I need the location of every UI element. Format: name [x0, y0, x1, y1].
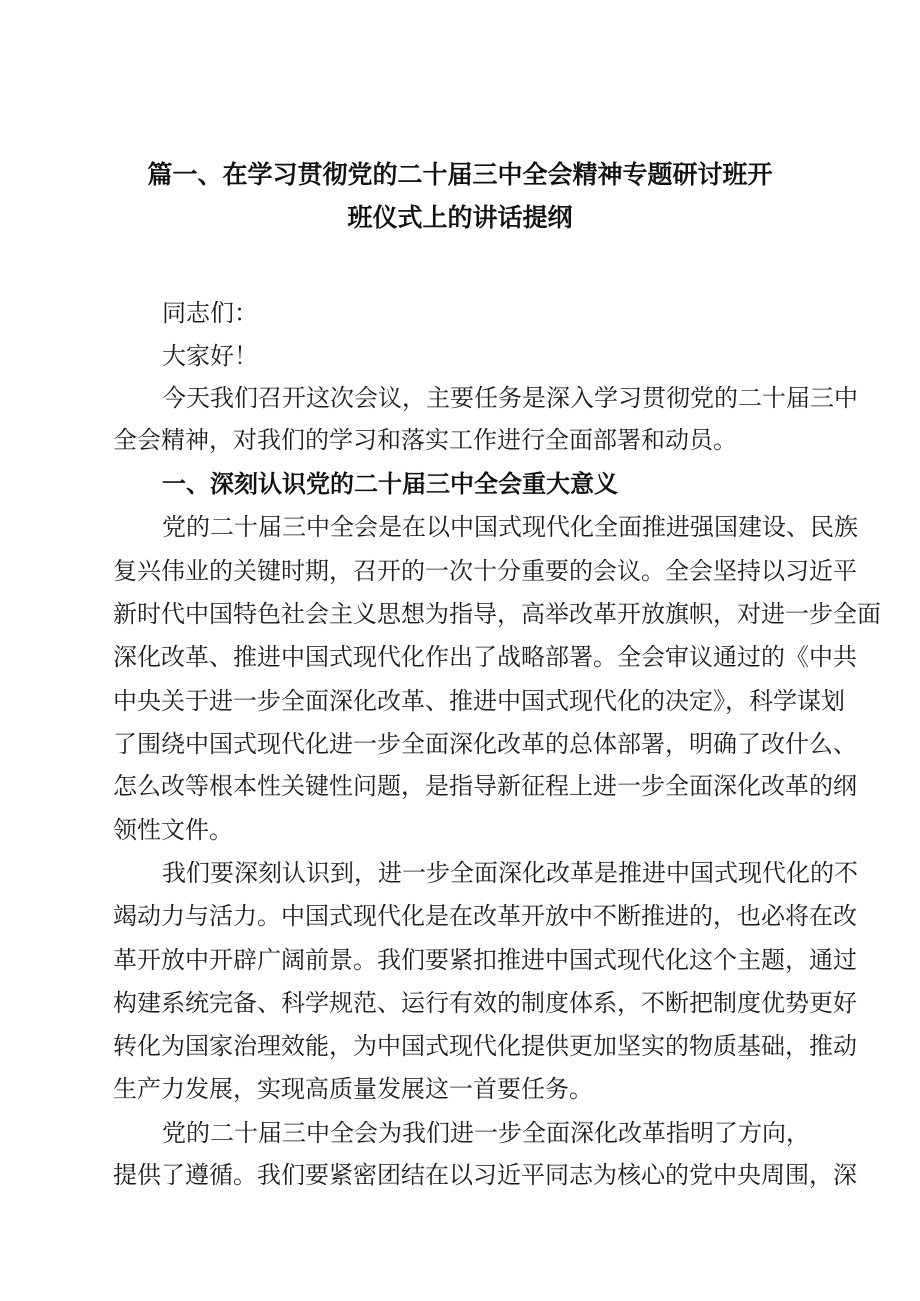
- section-1-heading: 一、深刻认识党的二十届三中全会重大意义: [162, 470, 618, 498]
- paragraph-1-line-8: 领性文件。: [113, 816, 233, 844]
- paragraph-3-line-1: 党的二十届三中全会为我们进一步全面深化改革指明了方向，: [162, 1119, 810, 1147]
- paragraph-2-line-3: 革开放中开辟广阔前景。我们要紧扣推进中国式现代化这个主题，通过: [113, 946, 857, 974]
- paragraph-2-line-4: 构建系统完备、科学规范、运行有效的制度体系，不断把制度优势更好: [113, 989, 857, 1017]
- paragraph-2-line-6: 生产力发展，实现高质量发展这一首要任务。: [113, 1075, 593, 1103]
- paragraph-3-line-2: 提供了遵循。我们要紧密团结在以习近平同志为核心的党中央周围，深: [113, 1161, 857, 1189]
- paragraph-1-line-3: 新时代中国特色社会主义思想为指导，高举改革开放旗帜，对进一步全面: [113, 600, 881, 628]
- paragraph-1-line-4: 深化改革、推进中国式现代化作出了战略部署。全会审议通过的《中共: [113, 643, 857, 671]
- paragraph-1-line-7: 怎么改等根本性关键性问题，是指导新征程上进一步全面深化改革的纲: [113, 772, 857, 800]
- paragraph-1-line-2: 复兴伟业的关键时期，召开的一次十分重要的会议。全会坚持以习近平: [113, 557, 857, 585]
- intro-line-1: 今天我们召开这次会议，主要任务是深入学习贯彻党的二十届三中: [162, 384, 858, 412]
- salutation: 同志们：: [162, 299, 258, 327]
- paragraph-1-line-5: 中央关于进一步全面深化改革、推进中国式现代化的决定》，科学谋划: [113, 687, 845, 715]
- paragraph-2-line-1: 我们要深刻认识到，进一步全面深化改革是推进中国式现代化的不: [162, 859, 858, 887]
- paragraph-1-line-1: 党的二十届三中全会是在以中国式现代化全面推进强国建设、民族: [162, 513, 858, 541]
- document-title-line-1: 篇一、在学习贯彻党的二十届三中全会精神专题研讨班开: [147, 160, 773, 189]
- intro-line-2: 全会精神，对我们的学习和落实工作进行全面部署和动员。: [113, 426, 737, 454]
- greeting: 大家好！: [162, 342, 258, 370]
- paragraph-1-line-6: 了围绕中国式现代化进一步全面深化改革的总体部署，明确了改什么、: [113, 730, 857, 758]
- paragraph-2-line-5: 转化为国家治理效能，为中国式现代化提供更加坚实的物质基础，推动: [113, 1032, 857, 1060]
- paragraph-2-line-2: 竭动力与活力。中国式现代化是在改革开放中不断推进的，也必将在改: [113, 902, 857, 930]
- document-title-line-2: 班仪式上的讲话提纲: [347, 203, 573, 232]
